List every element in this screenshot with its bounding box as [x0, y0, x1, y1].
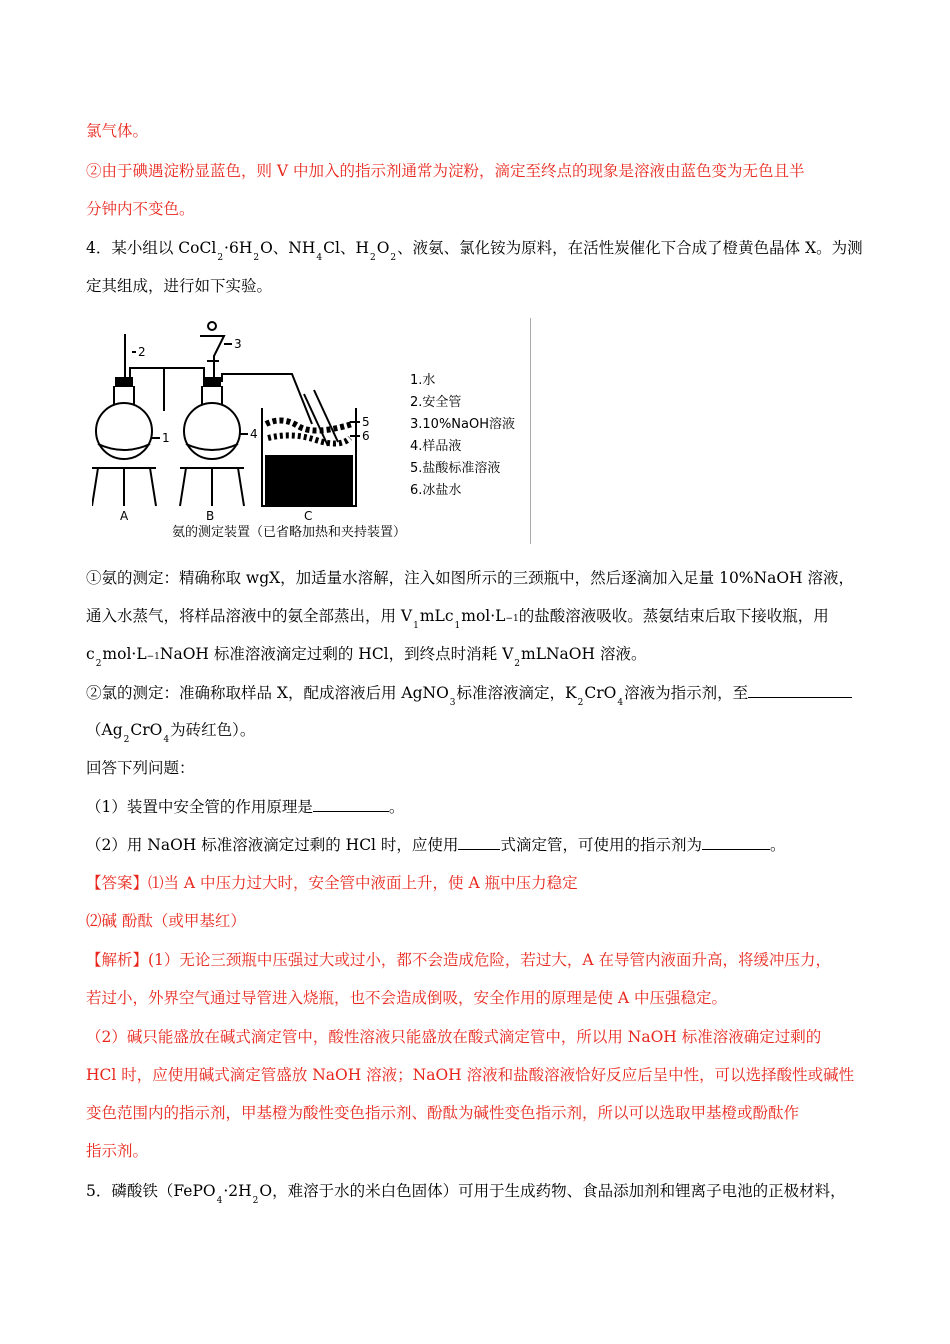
text-line: 定其组成，进行如下实验。 — [86, 277, 273, 295]
flask-label-b: B — [206, 509, 215, 523]
legend-item: 1.水 — [410, 373, 436, 388]
legend-item: 5.盐酸标准溶液 — [410, 461, 501, 476]
flask-label-c: C — [304, 509, 313, 523]
answer-blank[interactable] — [458, 833, 500, 850]
explanation-line: 变色范围内的指示剂，甲基橙为酸性变色指示剂、酚酞为碱性变色指示剂，所以可以选取甲基橙或酚酞作 — [86, 1104, 800, 1122]
text-line: $c_2mol\cdot L-1NaOH$ 标准溶液滴定过剩的 HCl，到终点时消耗 $V_2mLNaOH$ 溶液。 — [86, 645, 647, 669]
text-line: 回答下列问题： — [86, 759, 195, 777]
apparatus-diagram — [92, 316, 532, 546]
figure-divider — [530, 318, 531, 544]
answer-blank[interactable] — [313, 795, 389, 812]
text-line: ②氯的测定：准确称取样品 X，配成溶液后用 AgNO$_3$标准溶液滴定，$K_2CrO_4$溶液为指示剂，至 — [86, 681, 864, 707]
question-2: （2）用 NaOH 标准溶液滴定过剩的 HCl 时，应使用 式滴定管，可使用的指示剂为 。 — [86, 833, 864, 856]
explanation-line: 若过小，外界空气通过导管进入烧瓶，也不会造成倒吸，安全作用的原理是使 A 中压强稳定。 — [86, 989, 728, 1007]
text-line: （$Ag_2CrO_4$为砖红色）。 — [86, 721, 256, 745]
label-5: 5 — [362, 415, 370, 429]
legend-item: 2.安全管 — [410, 395, 462, 410]
explanation-line: 指示剂。 — [86, 1142, 149, 1160]
flask-label-a: A — [120, 509, 129, 523]
apparatus-figure — [92, 316, 532, 546]
question-4-line: 4．某小组以 $CoCl_2\cdot 6H_2O$、$NH_4Cl$、$H_2O_2$、液氨、氯化铵为原料，在活性炭催化下合成了橙黄色晶体 X。为测 — [86, 239, 863, 263]
figure-caption: 氨的测定装置（已省略加热和夹持装置） — [172, 525, 407, 540]
text-line: ②由于碘遇淀粉显蓝色，则 V 中加入的指示剂通常为淀粉，滴定至终点的现象是溶液由蓝色变为无色且半 — [86, 162, 805, 180]
label-6: 6 — [362, 429, 370, 443]
label-2: 2 — [138, 345, 146, 359]
label-4: 4 — [250, 427, 258, 441]
answer-blank[interactable] — [748, 681, 852, 698]
legend-item: 4.样品液 — [410, 439, 462, 454]
answer-blank[interactable] — [702, 833, 770, 850]
answer-line: ⑵碱 酚酞（或甲基红） — [86, 912, 246, 930]
question-5-line: 5．磷酸铁（$FePO_4\cdot 2H_2O$，难溶于水的米白色固体）可用于生成药物、食品添加剂和锂离子电池的正极材料， — [86, 1182, 846, 1206]
text-line: 通入水蒸气，将样品溶液中的氨全部蒸出，用 $V_1mLc_1mol\cdot L-1$的盐酸溶液吸收。蒸氨结束后取下接收瓶，用 — [86, 607, 829, 631]
explanation-line: HCl 时，应使用碱式滴定管盛放 NaOH 溶液；NaOH 溶液和盐酸溶液恰好反应后呈中性，可以选择酸性或碱性 — [86, 1066, 855, 1084]
label-1: 1 — [162, 431, 170, 445]
text-line: 分钟内不变色。 — [86, 200, 195, 218]
legend-item: 6.冰盐水 — [410, 483, 462, 498]
explanation-line: （2）碱只能盛放在碱式滴定管中，酸性溶液只能盛放在酸式滴定管中，所以用 NaOH 标准溶液确定过剩的 — [86, 1028, 822, 1046]
answer-line: 【答案】⑴当 A 中压力过大时，安全管中液面上升，使 A 瓶中压力稳定 — [86, 874, 578, 892]
text-line: 氯气体。 — [86, 122, 149, 140]
explanation-line: 【解析】(1）无论三颈瓶中压强过大或过小，都不会造成危险，若过大，A 在导管内液面升高，将缓冲压力， — [86, 951, 832, 969]
legend-item: 3.10%NaOH溶液 — [410, 417, 515, 432]
text-line: ①氨的测定：精确称取 wgX，加适量水溶解，注入如图所示的三颈瓶中，然后逐滴加入足量 10%NaOH 溶液， — [86, 569, 854, 587]
question-1: （1）装置中安全管的作用原理是 。 — [86, 795, 864, 818]
label-3: 3 — [234, 337, 242, 351]
